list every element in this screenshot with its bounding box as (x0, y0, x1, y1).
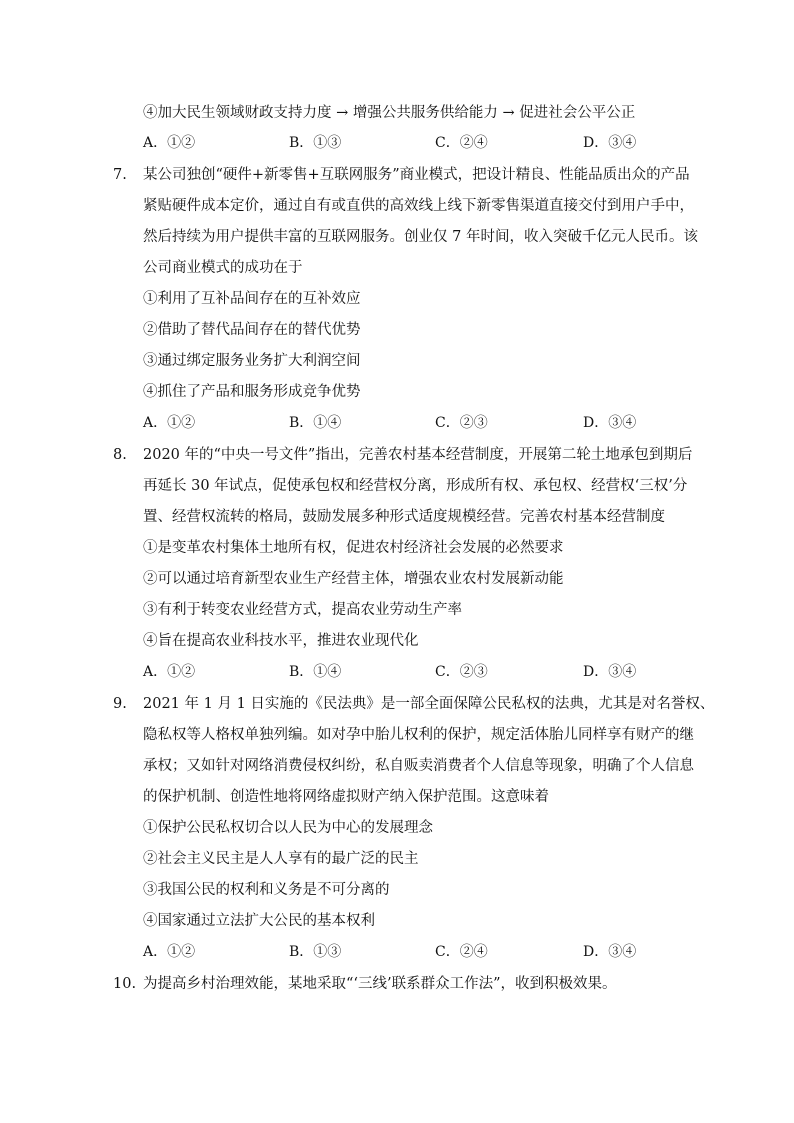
answer-choices (143, 942, 663, 962)
question-stem-line: 然后持续为用户提供丰富的互联网服务。创业仅 7 年时间，收入突破千亿元人民币。该 (143, 229, 698, 245)
question-stem-line: 某公司独创“硬件+新零售+互联网服务”商业模式，把设计精良、性能品质出众的产品 (143, 167, 690, 183)
option-line: ④旨在提高农业科技水平，推进农业现代化 (143, 633, 419, 649)
choice-a: A．①② (143, 415, 196, 431)
choice-a: A．①② (143, 664, 196, 680)
option-line: ①保护公民私权切合以人民为中心的发展理念 (143, 820, 433, 836)
choice-c: C．②③ (435, 415, 488, 431)
question-number: 9. (113, 696, 127, 712)
choice-c: C．②④ (435, 135, 488, 151)
option-line: ③通过绑定服务业务扩大利润空间 (143, 353, 361, 369)
choice-d: D．③④ (583, 415, 637, 431)
choice-c: C．②④ (435, 944, 488, 960)
answer-choices (143, 413, 663, 433)
question-number: 7. (113, 167, 127, 183)
option-line: ②社会主义民主是人人享有的最广泛的民主 (143, 851, 419, 867)
question-stem-line: 再延长 30 年试点，促使承包权和经营权分离，形成所有权、承包权、经营权‘三权’分 (143, 478, 688, 494)
option-line: ④国家通过立法扩大公民的基本权利 (143, 913, 375, 929)
option-line: ④加大民生领域财政支持力度 → 增强公共服务供给能力 → 促进社会公平公正 (143, 105, 636, 121)
answer-choices (143, 133, 663, 153)
question-stem-line: 隐私权等人格权单独列编。如对孕中胎儿权利的保护，规定活体胎儿同样享有财产的继 (143, 727, 694, 743)
choice-d: D．③④ (583, 135, 637, 151)
choice-c: C．②③ (435, 664, 488, 680)
question-stem-line: 承权；又如针对网络消费侵权纠纷，私自贩卖消费者个人信息等现象，明确了个人信息 (143, 758, 694, 774)
choice-b: B．①④ (289, 664, 342, 680)
choice-d: D．③④ (583, 664, 637, 680)
answer-choices (143, 662, 663, 682)
choice-d: D．③④ (583, 944, 637, 960)
option-line: ②可以通过培育新型农业生产经营主体，增强农业农村发展新动能 (143, 571, 564, 587)
option-line: ③我国公民的权利和义务是不可分离的 (143, 882, 390, 898)
choice-b: B．①④ (289, 415, 342, 431)
option-line: ④抓住了产品和服务形成竞争优势 (143, 384, 361, 400)
option-line: ①利用了互补品间存在的互补效应 (143, 291, 361, 307)
question-stem-line: 公司商业模式的成功在于 (143, 260, 303, 276)
question-stem-line: 为提高乡村治理效能，某地采取“‘三线’联系群众工作法”，收到积极效果。 (143, 976, 617, 992)
choice-b: B．①③ (289, 135, 342, 151)
choice-b: B．①③ (289, 944, 342, 960)
choice-a: A．①② (143, 135, 196, 151)
question-stem-line: 2021 年 1 月 1 日实施的《民法典》是一部全面保障公民私权的法典，尤其是对名誉权、 (143, 696, 715, 712)
choice-a: A．①② (143, 944, 196, 960)
option-line: ②借助了替代品间存在的替代优势 (143, 322, 361, 338)
question-stem-line: 的保护机制、创造性地将网络虚拟财产纳入保护范围。这意味着 (143, 789, 549, 805)
question-stem-line: 置、经营权流转的格局，鼓励发展多种形式适度规模经营。完善农村基本经营制度 (143, 509, 665, 525)
question-number: 10. (113, 976, 137, 992)
option-line: ③有利于转变农业经营方式，提高农业劳动生产率 (143, 602, 462, 618)
question-stem-line: 紧贴硬件成本定价，通过自有或直供的高效线上线下新零售渠道直接交付到用户手中， (143, 198, 694, 214)
question-stem-line: 2020 年的“中央一号文件”指出，完善农村基本经营制度，开展第二轮土地承包到期后 (143, 447, 693, 463)
option-line: ①是变革农村集体土地所有权，促进农村经济社会发展的必然要求 (143, 540, 564, 556)
question-number: 8. (113, 447, 127, 463)
